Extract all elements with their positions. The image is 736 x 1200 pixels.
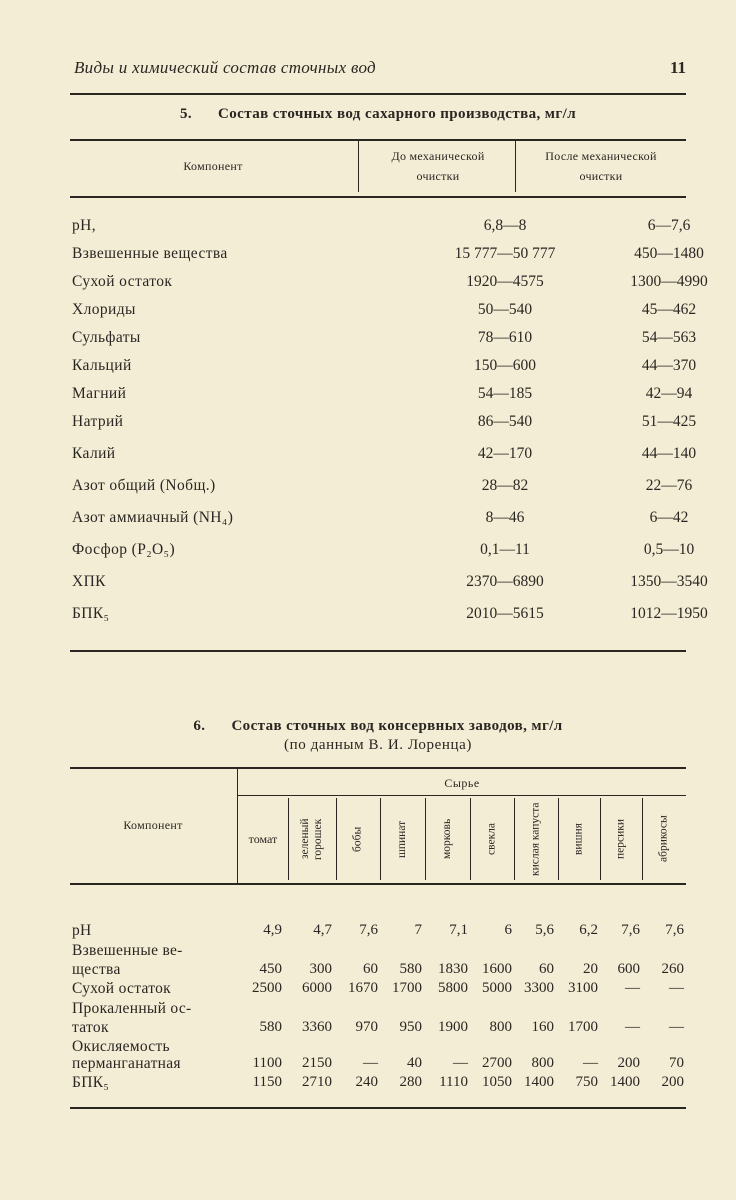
table5-col-divider	[358, 141, 359, 192]
table-cell: 7,6	[621, 922, 640, 938]
table-cell: 7,6	[665, 922, 684, 938]
table-cell: —	[669, 1019, 684, 1035]
header-rule	[70, 93, 686, 95]
component-name: Фосфор (P₂O₅)	[72, 541, 176, 558]
component-name: pH,	[72, 217, 97, 234]
table6-title-text: Состав сточных вод консервных заводов, мг/л	[231, 718, 563, 734]
table-cell: 4,9	[263, 922, 282, 938]
component-name: Натрий	[72, 413, 124, 430]
value-before: 0,1—11	[480, 541, 530, 558]
table-cell: 1700	[568, 1019, 598, 1035]
table6-subtitle: (по данным В. И. Лоренца)	[284, 737, 472, 753]
table-cell: 300	[309, 961, 332, 977]
table-cell: 2700	[482, 1055, 512, 1071]
table-row	[70, 477, 693, 505]
value-before: 15 777—50 777	[454, 245, 556, 262]
table-cell: 7,6	[359, 922, 378, 938]
value-before: 6,8—8	[483, 217, 527, 234]
table-cell: 1700	[392, 980, 422, 996]
table6-title	[70, 718, 686, 735]
running-title: Виды и химический состав сточных вод	[74, 58, 376, 77]
table6-header-rule	[70, 883, 686, 885]
table-cell: 1830	[438, 961, 468, 977]
table-row	[70, 217, 691, 245]
raw-column-divider	[425, 798, 426, 880]
raw-column-header: свекла	[485, 823, 498, 856]
raw-column-header: морковь	[441, 818, 453, 860]
table-cell: 7,1	[449, 922, 468, 938]
component-name: Магний	[72, 385, 127, 402]
table-cell: 6000	[302, 980, 332, 996]
raw-column-divider	[470, 798, 471, 880]
value-after: 22—76	[645, 477, 693, 494]
value-after: 42—94	[645, 385, 693, 402]
table-cell: 1400	[610, 1074, 640, 1090]
table6-header-component: Компонент	[123, 818, 183, 832]
table-cell: 240	[355, 1074, 378, 1090]
raw-column-header: абрикосы	[657, 815, 670, 863]
table-cell: 60	[539, 961, 554, 977]
table-cell: 6,2	[579, 922, 598, 938]
component-name: БПК₅	[72, 1074, 110, 1091]
table-cell: 160	[531, 1019, 554, 1035]
table-row	[70, 329, 697, 357]
table6-header-raw: Сырье	[444, 776, 480, 790]
component-name: перманганатная	[72, 1055, 181, 1072]
raw-column-header: кислая капуста	[529, 802, 542, 876]
value-after: 44—140	[641, 445, 697, 462]
value-before: 8—46	[485, 509, 525, 526]
page-number: 11	[669, 58, 686, 77]
table-cell: 1100	[252, 1055, 282, 1071]
table5-bottom-rule	[70, 650, 686, 652]
table-cell: 7	[414, 922, 422, 938]
value-before: 78—610	[477, 329, 533, 346]
table5-header-rule	[70, 196, 686, 198]
value-before: 2370—6890	[466, 573, 544, 590]
component-name: Калий	[72, 445, 116, 462]
component-name: БПК₅	[72, 605, 110, 622]
table-cell: 70	[669, 1055, 684, 1071]
table-cell: 580	[259, 1019, 282, 1035]
table-cell: 450	[259, 961, 282, 977]
component-name: Взвешенные вещества	[72, 245, 228, 262]
table-cell: 20	[583, 961, 598, 977]
table6-number: 6.	[193, 718, 206, 734]
value-before: 86—540	[477, 413, 533, 430]
component-name: щества	[72, 961, 121, 978]
table-cell: 970	[355, 1019, 378, 1035]
value-after: 54—563	[641, 329, 697, 346]
table6-top-rule	[70, 767, 686, 769]
value-before: 54—185	[477, 385, 533, 402]
component-name: Сухой остаток	[72, 273, 173, 290]
value-before: 28—82	[481, 477, 529, 494]
component-name: Окисляемость	[72, 1038, 170, 1055]
table-cell: 4,7	[313, 922, 332, 938]
raw-column-divider	[514, 798, 515, 880]
component-name: Азот аммиачный (NH₄)	[72, 509, 234, 526]
component-name: Прокаленный ос-	[72, 1000, 192, 1017]
raw-column-header: персики	[614, 819, 627, 860]
value-after: 1012—1950	[630, 605, 708, 622]
table-row	[70, 301, 697, 329]
table-cell: 800	[531, 1055, 554, 1071]
raw-column-divider	[336, 798, 337, 880]
table-row	[70, 509, 689, 537]
table-row	[70, 245, 704, 273]
table-row	[70, 573, 708, 601]
component-name: таток	[72, 1019, 109, 1036]
component-name: Сульфаты	[72, 329, 141, 346]
table-cell: 1670	[348, 980, 378, 996]
value-before: 42—170	[477, 445, 533, 462]
table-row	[70, 445, 697, 473]
value-after: 6—7,6	[647, 217, 691, 234]
raw-column-divider	[288, 798, 289, 880]
table-cell: 800	[489, 1019, 512, 1035]
table5-header-before: До механической очистки	[391, 149, 485, 183]
table-cell: 1400	[524, 1074, 554, 1090]
table-row	[70, 357, 697, 385]
raw-column-header: томат	[248, 831, 278, 846]
table-cell: 2710	[302, 1074, 332, 1090]
table-cell: —	[669, 980, 684, 996]
table-row	[70, 385, 693, 413]
raw-column-divider	[642, 798, 643, 880]
table5-header-component: Компонент	[183, 159, 243, 173]
value-before: 50—540	[477, 301, 533, 318]
table6-bottom-rule	[70, 1107, 686, 1109]
table-cell: 1150	[252, 1074, 282, 1090]
table-cell: 1900	[438, 1019, 468, 1035]
raw-column-header: бобы	[351, 826, 364, 852]
component-name: Взвешенные ве-	[72, 942, 183, 959]
table-cell: 5800	[438, 980, 468, 996]
table-cell: 3100	[568, 980, 598, 996]
table6-raw-rule	[238, 795, 686, 796]
table5-col-divider	[515, 141, 516, 192]
component-name: Хлориды	[72, 301, 136, 318]
table-cell: 1050	[482, 1074, 512, 1090]
table-cell: 3360	[302, 1019, 332, 1035]
running-head	[74, 58, 686, 82]
table-cell: 3300	[524, 980, 554, 996]
raw-column-header: шпинат	[396, 820, 408, 858]
table-cell: —	[625, 1019, 640, 1035]
table-cell: 40	[407, 1055, 422, 1071]
value-after: 45—462	[641, 301, 697, 318]
component-name: Сухой остаток	[72, 980, 171, 997]
table-cell: 2150	[302, 1055, 332, 1071]
table-cell: 1600	[482, 961, 512, 977]
table-row	[70, 273, 708, 301]
table-row	[70, 413, 697, 441]
value-after: 6—42	[649, 509, 689, 526]
value-after: 1350—3540	[630, 573, 708, 590]
table-row	[70, 541, 695, 569]
table-cell: —	[363, 1055, 378, 1071]
component-name: ХПК	[72, 573, 106, 590]
table5-title	[70, 106, 686, 123]
table-cell: —	[583, 1055, 598, 1071]
table-cell: 260	[661, 961, 684, 977]
table-cell: 5000	[482, 980, 512, 996]
table-cell: 750	[575, 1074, 598, 1090]
table-row	[70, 605, 708, 633]
table-cell: 280	[399, 1074, 422, 1090]
value-before: 2010—5615	[466, 605, 544, 622]
component-name: Кальций	[72, 357, 132, 374]
table-cell: 580	[399, 961, 422, 977]
value-after: 44—370	[641, 357, 697, 374]
table-cell: —	[625, 980, 640, 996]
raw-column-header: вишня	[572, 823, 585, 855]
table-cell: 60	[363, 961, 378, 977]
value-before: 1920—4575	[466, 273, 544, 290]
table-cell: 200	[617, 1055, 640, 1071]
table-cell: 6	[504, 922, 512, 938]
table5-number: 5.	[179, 106, 193, 122]
table-cell: 600	[617, 961, 640, 977]
value-after: 0,5—10	[643, 541, 695, 558]
table-cell: 2500	[252, 980, 282, 996]
table5-top-rule	[70, 139, 686, 141]
raw-column-divider	[600, 798, 601, 880]
raw-column-header: зеленый горошек	[299, 818, 324, 860]
table-cell: 950	[399, 1019, 422, 1035]
component-name: pH	[72, 922, 92, 939]
raw-column-divider	[380, 798, 381, 880]
table-cell: 5,6	[535, 922, 554, 938]
table5-title-text: Состав сточных вод сахарного производства, мг/л	[218, 106, 577, 122]
table-cell: 1110	[439, 1074, 468, 1090]
value-after: 1300—4990	[630, 273, 708, 290]
value-after: 450—1480	[634, 245, 704, 262]
value-after: 51—425	[641, 413, 697, 430]
value-before: 150—600	[474, 357, 536, 374]
table5-header-after: После механической очистки	[545, 149, 657, 183]
table-cell: 200	[661, 1074, 684, 1090]
raw-column-divider	[558, 798, 559, 880]
component-name: Азот общий (Nобщ.)	[72, 477, 216, 494]
table-cell: —	[453, 1055, 468, 1071]
